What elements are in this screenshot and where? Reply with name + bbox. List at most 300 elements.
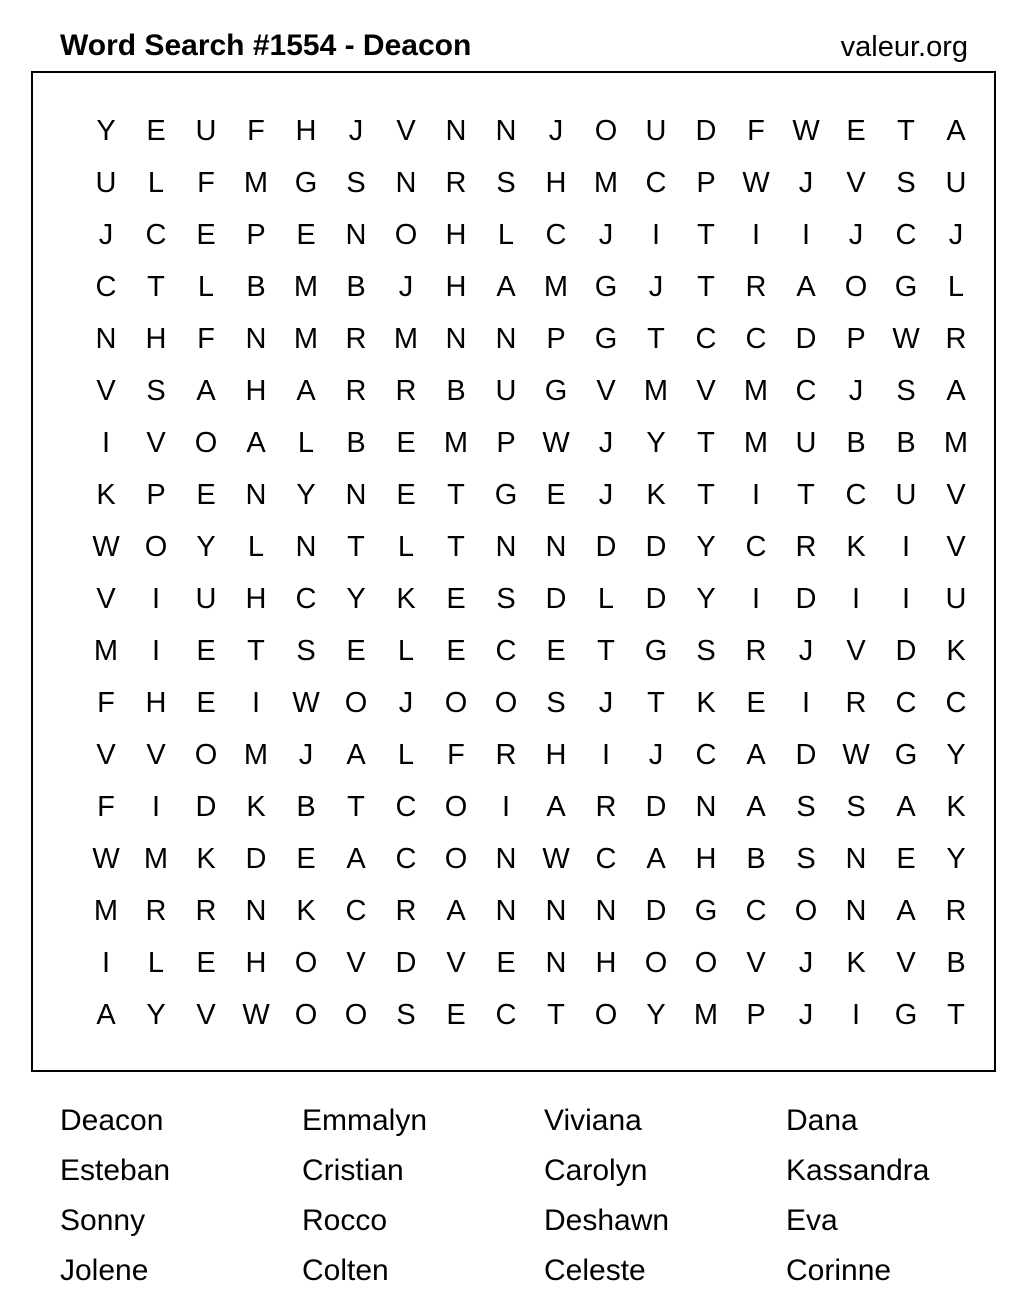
grid-letter: A	[746, 790, 766, 823]
grid-letter: A	[746, 738, 766, 771]
grid-letter: J	[798, 998, 814, 1031]
grid-letter: E	[296, 218, 316, 251]
grid-letter: N	[295, 530, 317, 563]
grid-letter: J	[648, 270, 664, 303]
grid-letter: O	[594, 114, 618, 147]
grid-letter: I	[251, 686, 261, 719]
grid-letter: E	[546, 478, 566, 511]
grid-letter: C	[795, 374, 817, 407]
grid-letter: C	[645, 166, 667, 199]
grid-letter: N	[345, 478, 367, 511]
grid-letter: E	[396, 426, 416, 459]
grid-letter: C	[745, 894, 767, 927]
grid-letter: Y	[696, 582, 716, 615]
grid-letter: P	[696, 166, 716, 199]
grid-letter: T	[697, 426, 715, 459]
grid-letter: A	[546, 790, 566, 823]
grid-letter: E	[446, 634, 466, 667]
grid-letter: S	[896, 166, 916, 199]
grid-letter: R	[445, 166, 467, 199]
grid-letter: B	[346, 426, 366, 459]
grid-letter: V	[696, 374, 716, 407]
grid-letter: A	[446, 894, 466, 927]
grid-letter: E	[896, 842, 916, 875]
grid-letter: C	[745, 530, 767, 563]
grid-letter: T	[647, 322, 665, 355]
grid-letter: A	[246, 426, 266, 459]
grid-letter: S	[796, 842, 816, 875]
word-list-item: Deshawn	[544, 1204, 670, 1237]
grid-letter: A	[346, 738, 366, 771]
grid-letter: Y	[646, 998, 666, 1031]
word-list-item: Celeste	[544, 1254, 646, 1287]
grid-letter: P	[496, 426, 516, 459]
grid-letter: H	[145, 686, 167, 719]
grid-letter: L	[147, 166, 165, 199]
grid-letter: W	[292, 686, 320, 719]
grid-letter: F	[97, 686, 115, 719]
grid-letter: V	[846, 166, 866, 199]
grid-letter: O	[444, 686, 468, 719]
grid-letter: G	[644, 634, 668, 667]
grid-letter: M	[93, 634, 119, 667]
word-list-item: Eva	[786, 1204, 838, 1237]
grid-letter: M	[393, 322, 419, 355]
grid-letter: U	[495, 374, 517, 407]
grid-letter: T	[447, 478, 465, 511]
grid-letter: W	[742, 166, 770, 199]
grid-letter: H	[445, 218, 467, 251]
grid-letter: H	[595, 946, 617, 979]
grid-letter: S	[696, 634, 716, 667]
grid-letter: O	[394, 218, 418, 251]
grid-letter: R	[145, 894, 167, 927]
grid-letter: N	[495, 114, 517, 147]
grid-letter: J	[598, 426, 614, 459]
grid-letter: C	[695, 738, 717, 771]
grid-letter: T	[247, 634, 265, 667]
grid-letter: P	[746, 998, 766, 1031]
grid-letter: O	[594, 998, 618, 1031]
grid-letter: S	[796, 790, 816, 823]
grid-letter: I	[151, 582, 161, 615]
grid-letter: J	[848, 374, 864, 407]
grid-letter: R	[395, 894, 417, 927]
grid-letter: G	[594, 270, 618, 303]
grid-letter: J	[948, 218, 964, 251]
grid-letter: M	[693, 998, 719, 1031]
grid-letter: I	[851, 582, 861, 615]
grid-letter: O	[194, 426, 218, 459]
grid-letter: T	[347, 530, 365, 563]
grid-letter: S	[496, 166, 516, 199]
grid-letter: F	[197, 166, 215, 199]
grid-letter: I	[801, 686, 811, 719]
grid-letter: T	[597, 634, 615, 667]
grid-letter: E	[746, 686, 766, 719]
grid-letter: O	[344, 686, 368, 719]
grid-letter: V	[396, 114, 416, 147]
grid-letter: A	[96, 998, 116, 1031]
grid-letter: A	[896, 790, 916, 823]
grid-letter: B	[296, 790, 316, 823]
grid-letter: A	[796, 270, 816, 303]
word-list-item: Esteban	[60, 1154, 171, 1187]
header	[0, 0, 1030, 70]
grid-letter: A	[496, 270, 516, 303]
grid-letter: R	[345, 322, 367, 355]
grid-letter: B	[896, 426, 916, 459]
grid-letter: D	[195, 790, 217, 823]
grid-letter: I	[601, 738, 611, 771]
grid-letter: A	[646, 842, 666, 875]
grid-letter: M	[293, 322, 319, 355]
grid-letter: H	[145, 322, 167, 355]
grid-letter: F	[197, 322, 215, 355]
word-list-item: Emmalyn	[302, 1104, 428, 1137]
grid-letter: O	[494, 686, 518, 719]
grid-letter: V	[346, 946, 366, 979]
grid-letter: I	[751, 582, 761, 615]
grid-letter: R	[945, 322, 967, 355]
grid-letter: Y	[946, 738, 966, 771]
grid-letter: N	[245, 478, 267, 511]
grid-letter: I	[851, 998, 861, 1031]
grid-letter: G	[894, 270, 918, 303]
grid-letter: K	[846, 946, 866, 979]
grid-letter: N	[595, 894, 617, 927]
grid-letter: O	[144, 530, 168, 563]
grid-letter: C	[495, 634, 517, 667]
grid-letter: C	[495, 998, 517, 1031]
grid-letter: U	[195, 114, 217, 147]
grid-letter: E	[446, 998, 466, 1031]
grid-letter: P	[846, 322, 866, 355]
grid-letter: P	[546, 322, 566, 355]
grid-letter: D	[245, 842, 267, 875]
word-list-item: Viviana	[544, 1104, 642, 1137]
grid-letter: C	[845, 478, 867, 511]
grid-letter: N	[845, 894, 867, 927]
word-list-item: Deacon	[60, 1104, 164, 1137]
grid-letter: C	[395, 790, 417, 823]
grid-letter: J	[848, 218, 864, 251]
grid-letter: H	[545, 738, 567, 771]
grid-letter: M	[643, 374, 669, 407]
grid-letter: E	[396, 478, 416, 511]
grid-letter: W	[792, 114, 820, 147]
grid-letter: U	[795, 426, 817, 459]
word-list-item: Dana	[786, 1104, 858, 1137]
grid-letter: L	[947, 270, 965, 303]
grid-letter: N	[845, 842, 867, 875]
grid-letter: G	[544, 374, 568, 407]
grid-letter: O	[444, 790, 468, 823]
grid-letter: G	[594, 322, 618, 355]
grid-letter: C	[895, 218, 917, 251]
grid-letter: J	[648, 738, 664, 771]
grid-letter: O	[794, 894, 818, 927]
grid-letter: I	[101, 426, 111, 459]
word-list-item: Carolyn	[544, 1154, 648, 1187]
grid-letter: K	[846, 530, 866, 563]
grid-letter: W	[242, 998, 270, 1031]
grid-letter: A	[946, 114, 966, 147]
grid-letter: M	[743, 374, 769, 407]
grid-letter: E	[496, 946, 516, 979]
grid-letter: Y	[296, 478, 316, 511]
grid-letter: N	[495, 322, 517, 355]
grid-letter: J	[348, 114, 364, 147]
grid-letter: R	[195, 894, 217, 927]
grid-letter: Y	[946, 842, 966, 875]
grid-letter: U	[945, 582, 967, 615]
grid-letter: T	[697, 270, 715, 303]
grid-letter: C	[545, 218, 567, 251]
grid-letter: W	[542, 842, 570, 875]
grid-letter: I	[901, 582, 911, 615]
grid-letter: F	[747, 114, 765, 147]
grid-letter: Y	[696, 530, 716, 563]
grid-letter: O	[194, 738, 218, 771]
grid-letter: C	[295, 582, 317, 615]
grid-letter: N	[245, 894, 267, 927]
grid-letter: N	[695, 790, 717, 823]
grid-letter: K	[96, 478, 116, 511]
grid-letter: J	[398, 270, 414, 303]
site-name: valeur.org	[840, 31, 968, 63]
grid-letter: K	[646, 478, 666, 511]
grid-letter: E	[196, 686, 216, 719]
grid-letter: J	[98, 218, 114, 251]
grid-letter: V	[946, 478, 966, 511]
grid-letter: C	[895, 686, 917, 719]
grid-letter: A	[196, 374, 216, 407]
grid-letter: O	[694, 946, 718, 979]
word-list-item: Kassandra	[786, 1154, 930, 1187]
grid-letter: I	[151, 790, 161, 823]
grid-letter: T	[797, 478, 815, 511]
grid-letter: L	[247, 530, 265, 563]
grid-letter: D	[795, 738, 817, 771]
grid-letter: S	[546, 686, 566, 719]
grid-letter: N	[545, 946, 567, 979]
grid-letter: R	[745, 270, 767, 303]
grid-letter: L	[597, 582, 615, 615]
grid-letter: O	[294, 998, 318, 1031]
grid-letter: U	[945, 166, 967, 199]
grid-letter: R	[345, 374, 367, 407]
grid-letter: M	[443, 426, 469, 459]
grid-letter: F	[247, 114, 265, 147]
grid-letter: T	[547, 998, 565, 1031]
grid-letter: K	[246, 790, 266, 823]
grid-letter: A	[896, 894, 916, 927]
grid-letter: M	[93, 894, 119, 927]
grid-letter: J	[798, 166, 814, 199]
grid-letter: K	[946, 790, 966, 823]
grid-letter: S	[346, 166, 366, 199]
grid-letter: E	[146, 114, 166, 147]
grid-letter: D	[895, 634, 917, 667]
grid-letter: U	[645, 114, 667, 147]
grid-letter: B	[846, 426, 866, 459]
grid-letter: P	[146, 478, 166, 511]
grid-letter: M	[293, 270, 319, 303]
grid-letter: N	[445, 322, 467, 355]
grid-letter: C	[595, 842, 617, 875]
grid-letter: B	[446, 374, 466, 407]
grid-letter: V	[96, 374, 116, 407]
grid-letter: E	[196, 218, 216, 251]
grid-letter: L	[497, 218, 515, 251]
grid-letter: E	[196, 478, 216, 511]
grid-letter: D	[795, 322, 817, 355]
grid-letter: S	[146, 374, 166, 407]
grid-letter: F	[447, 738, 465, 771]
grid-letter: V	[146, 738, 166, 771]
grid-letter: G	[894, 738, 918, 771]
grid-letter: H	[295, 114, 317, 147]
grid-letter: N	[495, 894, 517, 927]
grid-letter: G	[694, 894, 718, 927]
grid-letter: D	[395, 946, 417, 979]
grid-letter: O	[294, 946, 318, 979]
grid-letter: R	[845, 686, 867, 719]
grid-letter: E	[346, 634, 366, 667]
word-list-item: Sonny	[60, 1204, 146, 1237]
grid-letter: D	[645, 582, 667, 615]
grid-letter: V	[96, 738, 116, 771]
grid-letter: I	[101, 946, 111, 979]
grid-letter: J	[598, 478, 614, 511]
grid-letter: D	[645, 894, 667, 927]
grid-letter: T	[897, 114, 915, 147]
grid-letter: M	[243, 738, 269, 771]
grid-letter: B	[346, 270, 366, 303]
grid-letter: G	[494, 478, 518, 511]
grid-letter: A	[346, 842, 366, 875]
grid-letter: N	[395, 166, 417, 199]
grid-letter: I	[751, 218, 761, 251]
grid-letter: O	[344, 998, 368, 1031]
grid-letter: V	[446, 946, 466, 979]
grid-letter: A	[296, 374, 316, 407]
grid-letter: U	[195, 582, 217, 615]
grid-letter: C	[345, 894, 367, 927]
grid-letter: C	[95, 270, 117, 303]
grid-letter: L	[297, 426, 315, 459]
grid-letter: C	[145, 218, 167, 251]
grid-letter: D	[595, 530, 617, 563]
grid-letter: H	[445, 270, 467, 303]
grid-letter: K	[946, 634, 966, 667]
grid-letter: F	[97, 790, 115, 823]
grid-letter: L	[397, 530, 415, 563]
grid-letter: R	[595, 790, 617, 823]
grid-letter: Y	[646, 426, 666, 459]
grid-letter: V	[896, 946, 916, 979]
grid-letter: K	[396, 582, 416, 615]
grid-letter: S	[846, 790, 866, 823]
grid-letter: T	[947, 998, 965, 1031]
grid-letter: M	[143, 842, 169, 875]
grid-letter: L	[397, 738, 415, 771]
grid-letter: S	[896, 374, 916, 407]
grid-letter: V	[746, 946, 766, 979]
grid-letter: K	[196, 842, 216, 875]
grid-letter: I	[651, 218, 661, 251]
grid-letter: V	[946, 530, 966, 563]
grid-letter: N	[445, 114, 467, 147]
grid-letter: H	[545, 166, 567, 199]
grid-letter: Y	[146, 998, 166, 1031]
grid-letter: E	[196, 946, 216, 979]
grid-letter: G	[294, 166, 318, 199]
grid-letter: A	[946, 374, 966, 407]
grid-letter: M	[943, 426, 969, 459]
grid-letter: J	[398, 686, 414, 719]
grid-letter: S	[296, 634, 316, 667]
word-list-item: Rocco	[302, 1204, 388, 1237]
grid-letter: C	[945, 686, 967, 719]
grid-letter: I	[801, 218, 811, 251]
grid-letter: T	[147, 270, 165, 303]
word-list-item: Jolene	[60, 1254, 149, 1287]
grid-letter: R	[745, 634, 767, 667]
puzzle-title: Word Search #1554 - Deacon	[60, 29, 472, 62]
grid-letter: V	[846, 634, 866, 667]
grid-letter: O	[644, 946, 668, 979]
grid-letter: K	[696, 686, 716, 719]
grid-letter: B	[946, 946, 966, 979]
grid-letter: J	[798, 946, 814, 979]
grid-letter: V	[96, 582, 116, 615]
grid-letter: B	[746, 842, 766, 875]
grid-letter: D	[645, 790, 667, 823]
grid-letter: O	[444, 842, 468, 875]
grid-letter: R	[795, 530, 817, 563]
grid-letter: E	[446, 582, 466, 615]
grid-letter: B	[246, 270, 266, 303]
grid-letter: T	[347, 790, 365, 823]
grid-letter: W	[92, 842, 120, 875]
grid-letter: S	[396, 998, 416, 1031]
grid-letter: J	[598, 686, 614, 719]
grid-letter: W	[92, 530, 120, 563]
grid-letter: C	[745, 322, 767, 355]
grid-letter: D	[795, 582, 817, 615]
grid-letter: T	[447, 530, 465, 563]
word-list	[60, 1096, 1028, 1296]
grid-letter: L	[147, 946, 165, 979]
grid-letter: M	[243, 166, 269, 199]
grid-letter: N	[495, 842, 517, 875]
grid-letter: H	[245, 582, 267, 615]
grid-letter: W	[542, 426, 570, 459]
grid-letter: H	[245, 374, 267, 407]
grid-letter: U	[895, 478, 917, 511]
grid-letter: E	[196, 634, 216, 667]
grid-letter: W	[842, 738, 870, 771]
grid-letter: N	[345, 218, 367, 251]
grid-letter: Y	[196, 530, 216, 563]
grid-letter: V	[596, 374, 616, 407]
word-list-item: Corinne	[786, 1254, 892, 1287]
letter-grid	[81, 105, 981, 1041]
grid-letter: R	[495, 738, 517, 771]
grid-letter: I	[751, 478, 761, 511]
